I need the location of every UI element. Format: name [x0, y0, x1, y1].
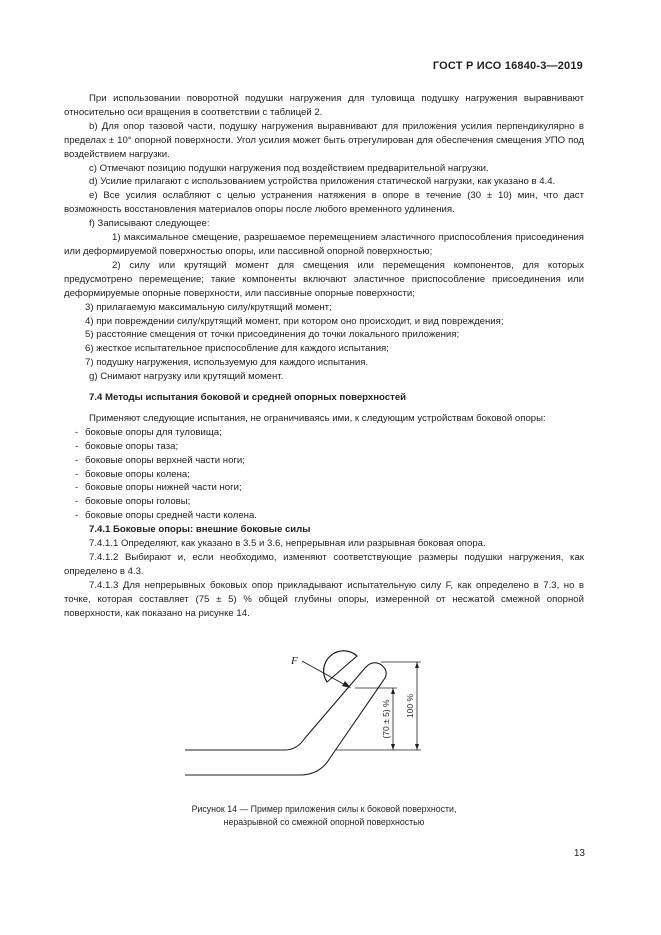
bullet-item: - боковые опоры средней части колена. — [64, 509, 584, 523]
section-7-4-1-heading: 7.4.1 Боковые опоры: внешние боковые силы — [89, 524, 311, 536]
section-7-4-intro: Применяют следующие испытания, не ограничиваясь ими, к следующим устройствам боковой опоры: — [89, 412, 546, 424]
dimension-arrow — [415, 744, 419, 750]
item-f5: 5) расстояние смещения от точки присоединения до точки локального приложения; — [85, 329, 460, 341]
item-g: g) Снимают нагрузку или крутящий момент. — [89, 371, 284, 383]
item-d: d) Усилие прилагают с использованием устройства приложения статической нагрузки, как указано в 4.4. — [89, 176, 556, 188]
paragraph-7-4-1-2: 7.4.1.2 Выбирают и, если необходимо, изменяют соответствующие размеры подушки нагружения, как определено в 4.3. — [64, 552, 584, 577]
item-c: c) Отмечают позицию подушки нагружения под воздействием предварительной нагрузки. — [89, 162, 489, 174]
item-e: e) Все усилия ослабляют с целью устранения натяжения в опоре в течение (30 ± 10) мин, что даст возможность восстановления материалов опоры после любого временного удлинения. — [64, 190, 584, 216]
bullet-item: - боковые опоры для туловища; — [64, 426, 584, 440]
bullet-item: - боковые опоры нижней части ноги; — [64, 481, 584, 495]
section-7-4-heading: 7.4 Методы испытания боковой и средней опорных поверхностей — [89, 392, 407, 404]
item-f1: 1) максимальное смещение, разрешаемое перемещением эластичного приспособления присоединения или деформируемой поверхностью опоры, или пассивной опорной поверхностью; — [64, 232, 584, 257]
force-arrow-head — [342, 681, 351, 688]
dimension-label-inner: (70 ± 5) % — [381, 699, 391, 739]
figure-14 — [175, 648, 435, 798]
dimension-arrow — [415, 662, 419, 668]
dimension-label-outer: 100 % — [405, 693, 415, 719]
document-header: ГОСТ Р ИСО 16840-3—2019 — [432, 60, 583, 72]
item-f6: 6) жесткое испытательное приспособление для каждого испытания; — [85, 343, 389, 355]
page-number: 13 — [573, 848, 585, 859]
item-f: f) Записывают следующее: — [89, 218, 210, 230]
item-f3: 3) прилагаемую максимальную силу/крутящий момент; — [85, 301, 332, 313]
support-inner-outline — [185, 668, 365, 750]
figure-14-drawing — [175, 648, 435, 798]
paragraph-7-4-1-3: 7.4.1.3 Для непрерывных боковых опор прикладывают испытательную силу F, как определено в 7.3, но в точке, которая составляет (75 ± 5) % общей глубины опоры, измеренной от несжатой смежной опорной поверхности, как показано на рисунке 14. — [64, 579, 584, 619]
bullet-item: - боковые опоры верхней части ноги; — [64, 454, 584, 468]
body-text — [64, 92, 584, 621]
item-b: b) Для опор тазовой части, подушку нагружения выравнивают для приложения усилия перпендикулярно в пределах ± 10° опорной поверхности. Угол усилия может быть отрегулирован для обеспечения смещения УПО под воздействием нагрузки. — [64, 120, 584, 160]
figure-caption-line1: Рисунок 14 — Пример приложения силы к боковой поверхности, — [191, 804, 457, 814]
support-outer-outline — [185, 663, 386, 775]
paragraph-7-4-1-1: 7.4.1.1 Определяют, как указано в 3.5 и 3.6, непрерывная или разрывная боковая опора. — [89, 538, 486, 550]
dimension-arrow — [391, 744, 395, 750]
loading-pad — [324, 651, 357, 682]
bullet-item: - боковые опоры головы; — [64, 495, 584, 509]
figure-caption-line2: неразрывной со смежной опорной поверхностью — [223, 816, 425, 827]
dimension-arrow — [391, 688, 395, 694]
bullet-item: - боковые опоры таза; — [64, 440, 584, 454]
item-f7: 7) подушку нагружения, используемую для каждого испытания. — [85, 357, 369, 369]
item-f4: 4) при повреждении силу/крутящий момент, при котором оно происходит, и вид повреждения; — [85, 315, 504, 327]
paragraph-alignment: При использовании поворотной подушки нагружения для туловища подушку нагружения выравнивают относительно оси вращения в соответствии с таблицей 2. — [64, 93, 584, 118]
force-label: F — [291, 655, 298, 667]
bullet-item: - боковые опоры колена; — [64, 468, 584, 482]
item-f2: 2) силу или крутящий момент для смещения или перемещения компонентов, для которых предусмотрено перемещение; такие компоненты включают эластичное приспособление присоединения или деформируемые опорные поверхности, или пассивные опорные поверхности; — [64, 259, 584, 299]
figure-caption — [64, 803, 584, 828]
